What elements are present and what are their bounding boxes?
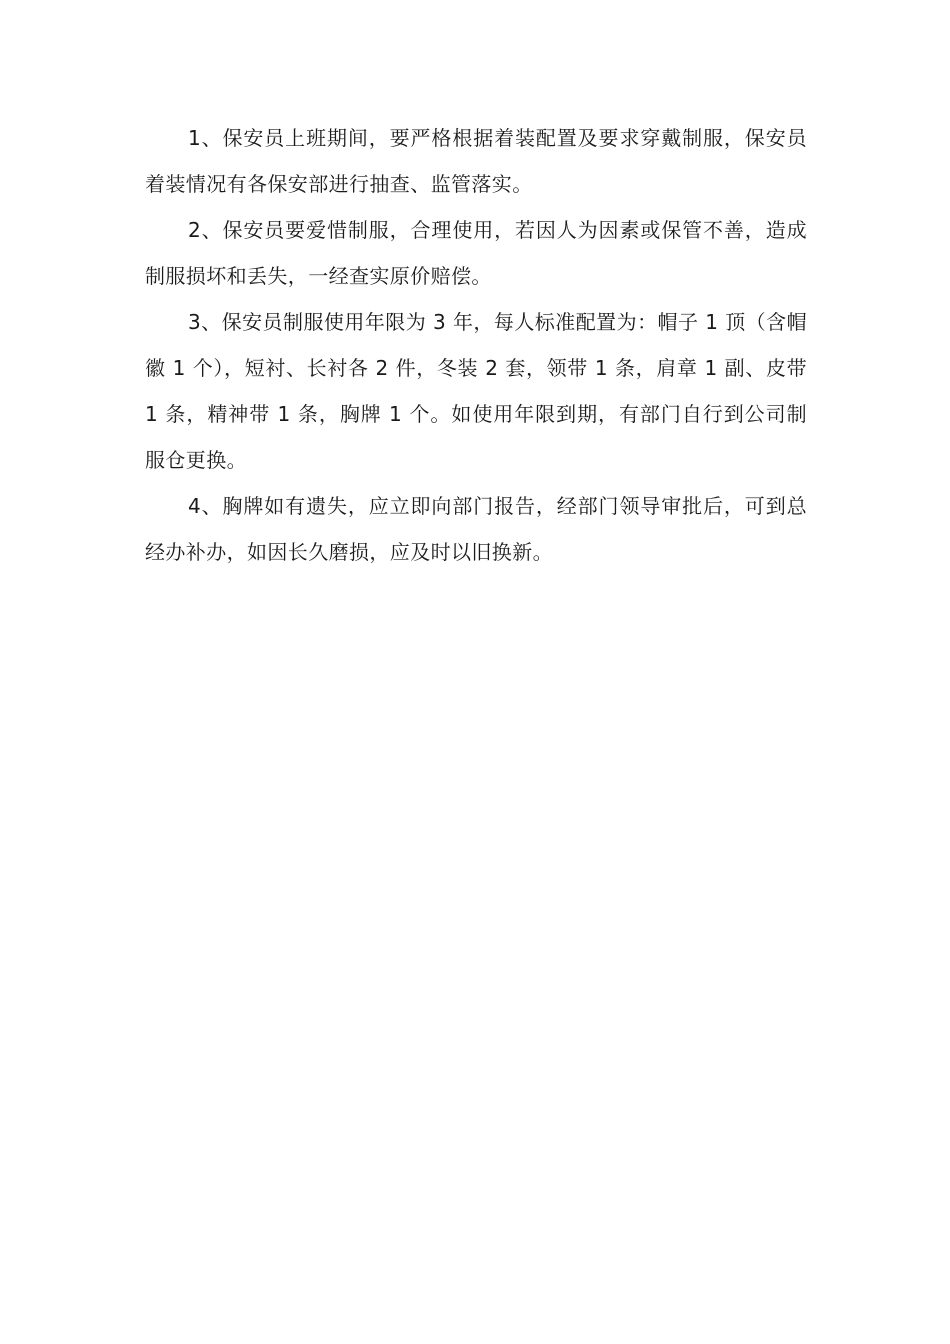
paragraph-uniform-care: 2、保安员要爱惜制服，合理使用，若因人为因素或保管不善，造成制服损坏和丢失，一经查实原价赔偿。: [145, 218, 807, 288]
paragraph-uniform-wearing: 1、保安员上班期间，要严格根据着装配置及要求穿戴制服，保安员着装情况有各保安部进行抽查、监管落实。: [145, 126, 807, 196]
document-body: [145, 115, 807, 575]
paragraph-badge-replacement: 4、胸牌如有遗失，应立即向部门报告，经部门领导审批后，可到总经办补办，如因长久磨损，应及时以旧换新。: [145, 494, 807, 564]
paragraph-uniform-allocation: 3、保安员制服使用年限为 3 年，每人标准配置为：帽子 1 顶（含帽徽 1 个），短衬、长衬各 2 件，冬装 2 套，领带 1 条，肩章 1 副、皮带 1 条，精神带 1 条，胸牌 1 个。如使用年限到期，有部门自行到公司制服仓更换。: [145, 310, 807, 472]
